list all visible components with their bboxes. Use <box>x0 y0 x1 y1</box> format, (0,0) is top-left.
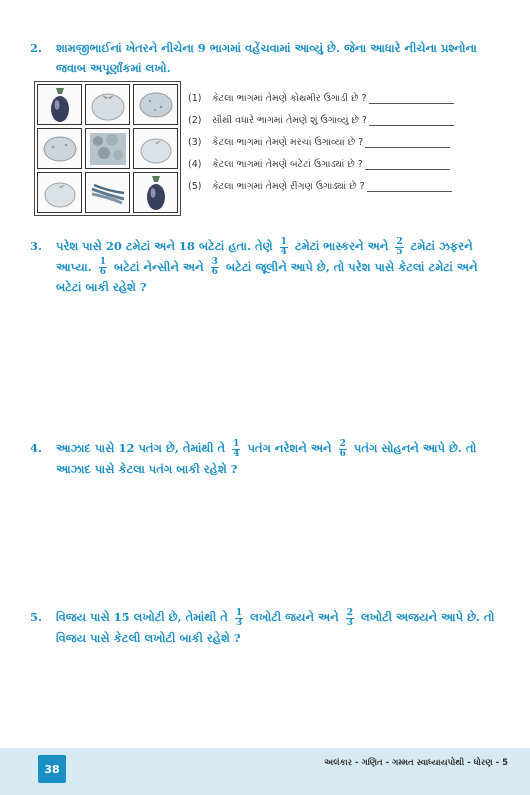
subquestion-number: (2) <box>188 114 202 126</box>
fraction: $\frac{2}{5}$ <box>396 236 403 257</box>
answer-line[interactable] <box>365 137 450 148</box>
field-grid <box>34 81 181 216</box>
question-text: આઝાદ પાસે 12 પતંગ છે, તેમાંથી તે $\frac{1}{4}$ પતંગ નરેશને અને $\frac{2}{6}$ પતંગ સોહનને આપે છે. તો આઝાદ પાસે કેટલા પતંગ બાકી રહેશે ? <box>56 438 477 476</box>
question-number: 5. <box>30 610 43 624</box>
tomato-icon <box>85 84 130 125</box>
eggplant-icon <box>133 172 178 213</box>
subquestion-list <box>188 87 508 197</box>
subquestion-text: કેટલા ભાગમાં તેમણે મરચાં ઉગાવ્યાં છે ? <box>212 136 364 148</box>
potato-icon <box>37 128 82 169</box>
fraction: $\frac{2}{6}$ <box>339 438 346 459</box>
subquestion <box>188 131 508 153</box>
coriander-icon <box>85 128 130 169</box>
subquestion <box>188 153 508 175</box>
question-number: 4. <box>30 441 43 455</box>
question-number: 3. <box>30 239 43 253</box>
subquestion-number: (5) <box>188 180 202 192</box>
page-number: 38 <box>38 755 66 783</box>
potato-icon <box>133 84 178 125</box>
footer-text: અલંકાર - ગણિત - ગમ્મત સ્વાધ્યાયપોથી - ધોરણ - 5 <box>324 758 508 768</box>
question-text: પરેશ પાસે 20 ટમેટાં અને 18 બટેટાં હતા. તેણે $\frac{1}{4}$ ટમેટાં ભાસ્કરને અને $\frac{2}{5}$ ટમેટાં ઝફરને આપ્યા. $\frac{1}{6}$ બટેટાં નેન્સીને અને $\frac{3}{6}$ બટેટાં જૂલીને આપે છે, તો પરેશ પાસે કેટલાં ટમેટાં અને બટેટાં બાકી રહેશે ? <box>56 236 478 294</box>
fraction: $\frac{1}{4}$ <box>280 236 287 257</box>
fraction: $\frac{1}{4}$ <box>233 438 240 459</box>
question-text: વિજય પાસે 15 લખોટી છે, તેમાંથી તે $\frac{1}{3}$ લખોટી જયને અને $\frac{2}{3}$ લખોટી અજયને આપે છે. તો વિજય પાસે કેટલી લખોટી બાકી રહેશે ? <box>56 607 495 645</box>
question-5 <box>30 607 500 648</box>
answer-line[interactable] <box>365 159 450 170</box>
subquestion <box>188 87 508 109</box>
fraction: $\frac{3}{6}$ <box>211 257 218 277</box>
question-4 <box>30 438 500 479</box>
tomato-icon <box>133 128 178 169</box>
fraction: $\frac{1}{6}$ <box>99 257 106 277</box>
fraction: $\frac{2}{3}$ <box>346 607 354 628</box>
question-text: શામજીભાઈનાં ખેતરને નીચેના 9 ભાગમાં વહેંચવામાં આવ્યું છે. જેના આધારે નીચેના પ્રશ્નોના જવાબ અપૂર્ણાંકમાં લખો. <box>56 41 477 75</box>
subquestion <box>188 175 508 197</box>
answer-line[interactable] <box>367 181 452 192</box>
answer-line[interactable] <box>369 93 454 104</box>
footer-band <box>0 748 530 795</box>
subquestion-number: (4) <box>188 158 202 170</box>
subquestion-text: કેટલા ભાગમાં તેમણે બટેટાં ઉગાડ્યાં છે ? <box>212 158 363 170</box>
eggplant-icon <box>37 84 82 125</box>
question-2 <box>30 38 500 78</box>
question-3 <box>30 236 500 297</box>
tomato-icon <box>37 172 82 213</box>
answer-line[interactable] <box>369 115 454 126</box>
subquestion-text: કેટલા ભાગમાં તેમણે કોથમીર ઉગાડી છે ? <box>212 92 367 104</box>
chilli-icon <box>85 172 130 213</box>
fraction: $\frac{1}{3}$ <box>235 607 243 628</box>
subquestion-number: (1) <box>188 92 202 104</box>
subquestion-number: (3) <box>188 136 202 148</box>
question-number: 2. <box>30 41 43 55</box>
subquestion <box>188 109 508 131</box>
subquestion-text: કેટલા ભાગમાં તેમણે રીંગણ ઉગાડ્યાં છે ? <box>212 180 365 192</box>
subquestion-text: સૌથી વધારે ભાગમાં તેમણે શું ઉગાવ્યું છે ? <box>212 114 367 126</box>
